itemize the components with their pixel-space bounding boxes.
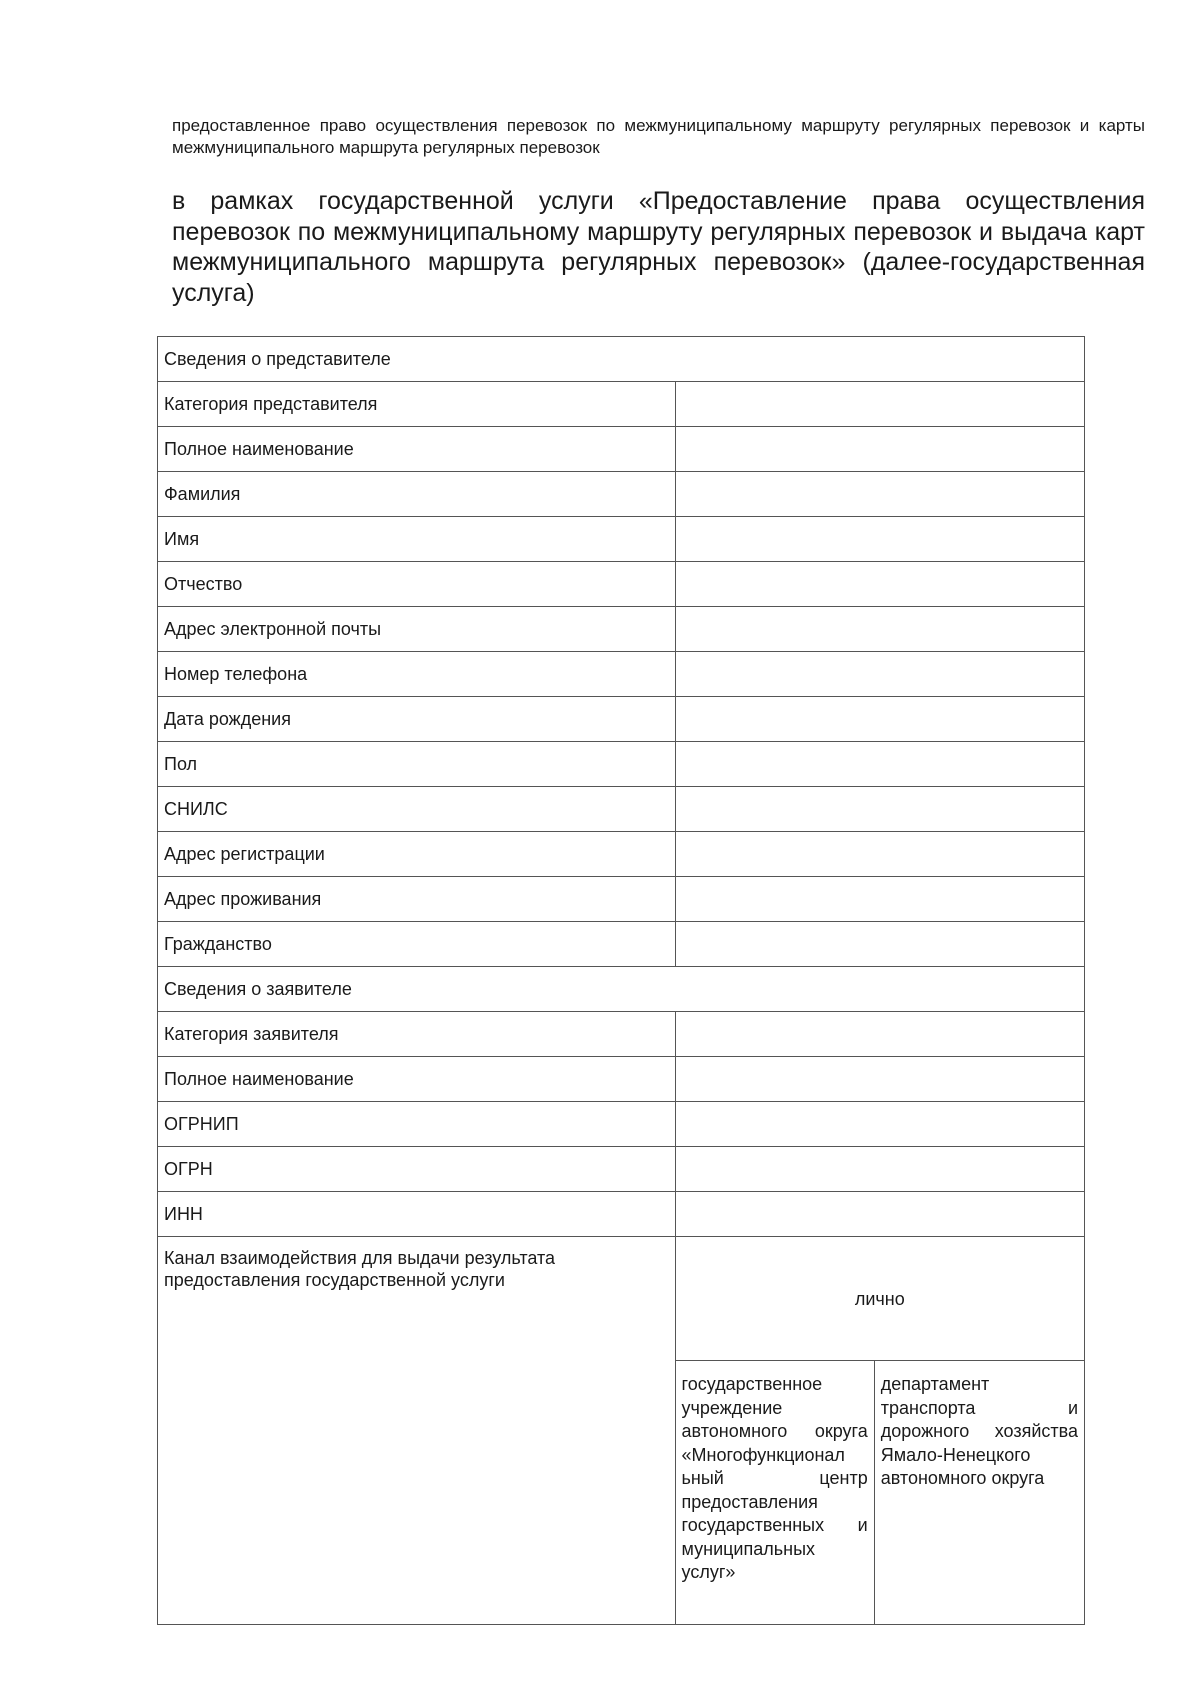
field-label: Дата рождения (158, 697, 676, 742)
field-label: Адрес электронной почты (158, 607, 676, 652)
application-form-table (157, 336, 1085, 1625)
representative-category-field[interactable] (675, 382, 1084, 427)
channel-label: Канал взаимодействия для выдачи результата предоставления государственной услуги (158, 1237, 676, 1625)
field-label: Имя (158, 517, 676, 562)
field-label: Полное наименование (158, 427, 676, 472)
field-label: Категория представителя (158, 382, 676, 427)
field-label: Адрес регистрации (158, 832, 676, 877)
table-row (158, 607, 1085, 652)
applicant-category-field[interactable] (675, 1012, 1084, 1057)
field-label: Полное наименование (158, 1057, 676, 1102)
representative-snils-field[interactable] (675, 787, 1084, 832)
field-label: Фамилия (158, 472, 676, 517)
channel-option-mfc[interactable]: государственное учреждение автономного округа «Многофункционал ьный центр предоставления государственных и муниципальных услуг» (675, 1361, 874, 1625)
applicant-inn-field[interactable] (675, 1192, 1084, 1237)
field-label: Адрес проживания (158, 877, 676, 922)
representative-section-title: Сведения о представителе (158, 337, 1085, 382)
applicant-ogrnip-field[interactable] (675, 1102, 1084, 1147)
table-row (158, 697, 1085, 742)
representative-first-name-field[interactable] (675, 517, 1084, 562)
field-label: Пол (158, 742, 676, 787)
intro-paragraph: в рамках государственной услуги «Предоставление права осуществления перевозок по межмуниципальному маршруту регулярных перевозок и выдача карт межмуниципального маршрута регулярных перевозок» (далее-государственная услуга) (172, 187, 1145, 307)
channel-option-department[interactable]: департамент транспорта и дорожного хозяйства Ямало-Ненецкого автономного округа (874, 1361, 1084, 1625)
applicant-section-title: Сведения о заявителе (158, 967, 1085, 1012)
representative-full-name-field[interactable] (675, 427, 1084, 472)
representative-phone-field[interactable] (675, 652, 1084, 697)
field-label: Номер телефона (158, 652, 676, 697)
channel-row (158, 1237, 1085, 1361)
table-row (158, 427, 1085, 472)
representative-citizenship-field[interactable] (675, 922, 1084, 967)
section-header-row (158, 337, 1085, 382)
table-row (158, 787, 1085, 832)
table-row (158, 562, 1085, 607)
intro-subtitle: предоставленное право осуществления перевозок по межмуниципальному маршруту регулярных перевозок и карты межмуниципального маршрута регулярных перевозок (172, 116, 1145, 157)
field-label: СНИЛС (158, 787, 676, 832)
table-row (158, 922, 1085, 967)
field-label: ОГРН (158, 1147, 676, 1192)
table-row (158, 1012, 1085, 1057)
table-row (158, 517, 1085, 562)
table-row (158, 382, 1085, 427)
table-row (158, 1147, 1085, 1192)
representative-patronymic-field[interactable] (675, 562, 1084, 607)
representative-birth-date-field[interactable] (675, 697, 1084, 742)
representative-surname-field[interactable] (675, 472, 1084, 517)
table-row (158, 1192, 1085, 1237)
field-label: ИНН (158, 1192, 676, 1237)
table-row (158, 742, 1085, 787)
field-label: Отчество (158, 562, 676, 607)
table-row (158, 877, 1085, 922)
field-label: Категория заявителя (158, 1012, 676, 1057)
channel-option-personal[interactable]: лично (675, 1237, 1084, 1361)
table-row (158, 652, 1085, 697)
section-header-row (158, 967, 1085, 1012)
table-row (158, 1102, 1085, 1147)
representative-residence-address-field[interactable] (675, 877, 1084, 922)
table-row (158, 832, 1085, 877)
table-row (158, 472, 1085, 517)
applicant-ogrn-field[interactable] (675, 1147, 1084, 1192)
field-label: ОГРНИП (158, 1102, 676, 1147)
representative-gender-field[interactable] (675, 742, 1084, 787)
representative-email-field[interactable] (675, 607, 1084, 652)
table-row (158, 1057, 1085, 1102)
field-label: Гражданство (158, 922, 676, 967)
applicant-full-name-field[interactable] (675, 1057, 1084, 1102)
representative-registration-address-field[interactable] (675, 832, 1084, 877)
